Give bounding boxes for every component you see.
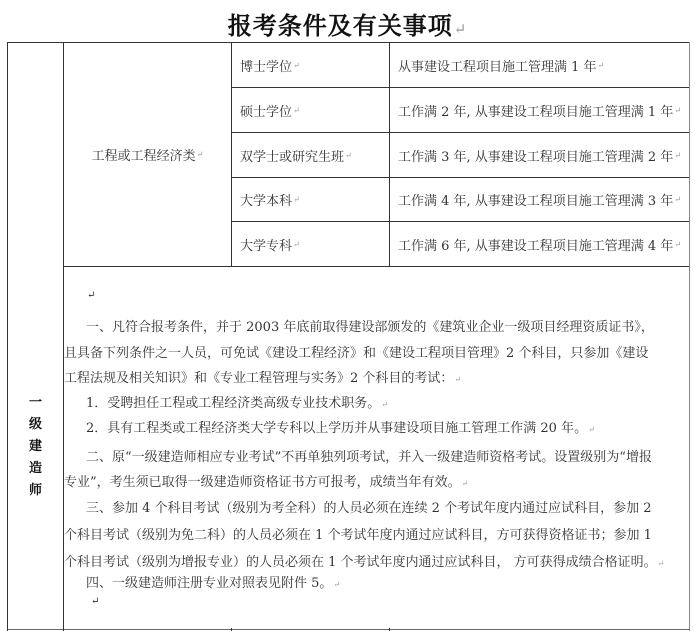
paragraph-mark-icon: ↵ <box>461 479 469 488</box>
note-line: 专业”，考生须已取得一级建造师资格证书方可报考，成绩当年有效。↵ <box>64 475 469 490</box>
paragraph-mark-icon: ↵ <box>597 60 605 70</box>
discipline-cell <box>64 43 231 266</box>
degree-cell <box>240 88 300 132</box>
category-char: 一 <box>28 395 42 410</box>
discipline-label: 工程或工程经济类 <box>91 149 196 164</box>
paragraph-mark-icon: ↵ <box>345 150 352 160</box>
paragraph-mark-icon: ↵ <box>453 20 468 38</box>
paragraph-mark-icon: ↵ <box>196 150 204 159</box>
category-char: 建 <box>28 439 42 454</box>
degree-cell <box>240 178 300 221</box>
column-divider <box>231 42 232 266</box>
paragraph-mark-icon: ↵ <box>293 60 300 70</box>
requirement-text: 工作满 4 年, 从事建设工程项目施工管理满 3 年 <box>398 194 674 209</box>
note-line: 个科目考试（级别为增报专业）的人员必须在 1 个考试年度内通过应试科目， 方可获得成绩合格证明。↵ <box>64 555 665 570</box>
paragraph-mark-icon: ↵ <box>293 105 300 115</box>
requirement-cell <box>398 133 689 177</box>
paragraph-mark-icon: ↵ <box>454 375 462 384</box>
paragraph-mark-icon: ↵ <box>657 559 665 568</box>
paragraph-mark-icon: ↵ <box>293 195 300 204</box>
requirement-cell <box>398 178 689 221</box>
requirement-cell <box>398 88 689 132</box>
table-border-bottom <box>7 629 690 630</box>
note-line: 一、凡符合报考条件，并于 2003 年底前取得建设部颁发的《建筑业企业一级项目经理资质证书》， <box>86 320 654 335</box>
degree-label: 大学本科 <box>240 194 293 209</box>
note-line: 1．受聘担任工程或工程经济类高级专业技术职务。↵ <box>86 396 389 411</box>
paragraph-mark-icon: ↵ <box>674 195 682 204</box>
note-line: 且具备下列条件之一人员，可免试《建设工程经济》和《建设工程项目管理》2 个科目，只参加《建设 <box>64 346 649 361</box>
note-line: 四、一级建造师注册专业对照表见附件 5。↵ <box>86 576 341 591</box>
note-line: 个科目考试（级别为免二科）的人员必须在 1 个考试年度内通过应试科目，方可获得资格证书；参加 1 <box>64 528 652 543</box>
requirement-text: 工作满 2 年, 从事建设工程项目施工管理满 1 年 <box>398 104 674 120</box>
column-divider <box>389 42 390 266</box>
degree-label: 大学专科 <box>240 238 293 254</box>
requirement-text: 工作满 6 年, 从事建设工程项目施工管理满 4 年 <box>398 238 674 254</box>
category-char: 造 <box>28 461 42 476</box>
paragraph-mark-icon: ↵ <box>674 105 682 115</box>
requirement-cell <box>398 43 604 87</box>
degree-cell <box>240 222 300 266</box>
paragraph-mark-icon: ↵ <box>87 290 96 301</box>
document-title: 报考条件及有关事项↵ <box>227 11 468 40</box>
requirement-cell <box>398 222 689 266</box>
note-line: 2．具有工程类或工程经济类大学专科以上学历并从事建设项目施工管理工作满 20 年。↵ <box>86 421 595 436</box>
table-border-right <box>689 42 690 631</box>
notes-cell <box>64 266 689 628</box>
paragraph-mark-icon: ↵ <box>588 425 595 434</box>
paragraph-mark-icon: ↵ <box>333 580 341 589</box>
degree-cell <box>240 43 300 87</box>
paragraph-mark-icon: ↵ <box>674 150 682 160</box>
category-label-vertical <box>8 266 63 628</box>
note-line: 三、参加 4 个科目考试（级别为考全科）的人员必须在连续 2 个考试年度内通过应试科目，参加 2 <box>86 501 652 516</box>
category-char: 级 <box>28 417 42 432</box>
paragraph-mark-icon: ↵ <box>674 239 682 249</box>
degree-label: 双学士或研究生班 <box>240 149 345 165</box>
requirement-text: 从事建设工程项目施工管理满 1 年 <box>398 59 597 75</box>
requirement-text: 工作满 3 年, 从事建设工程项目施工管理满 2 年 <box>398 149 674 165</box>
degree-label: 硕士学位 <box>240 104 293 120</box>
paragraph-mark-icon: ↵ <box>91 596 100 607</box>
paragraph-mark-icon: ↵ <box>381 400 389 409</box>
note-line: 工程法规及相关知识》和《专业工程管理与实务》2 个科目的考试：↵ <box>64 371 462 386</box>
degree-label: 博士学位 <box>240 59 293 75</box>
note-line: 二、原“一级建造师相应专业考试”不再单独列项考试，并入一级建造师资格考试。设置级别为“增报 <box>86 450 652 465</box>
category-char: 师 <box>28 483 42 498</box>
degree-cell <box>240 133 352 177</box>
paragraph-mark-icon: ↵ <box>293 239 300 249</box>
